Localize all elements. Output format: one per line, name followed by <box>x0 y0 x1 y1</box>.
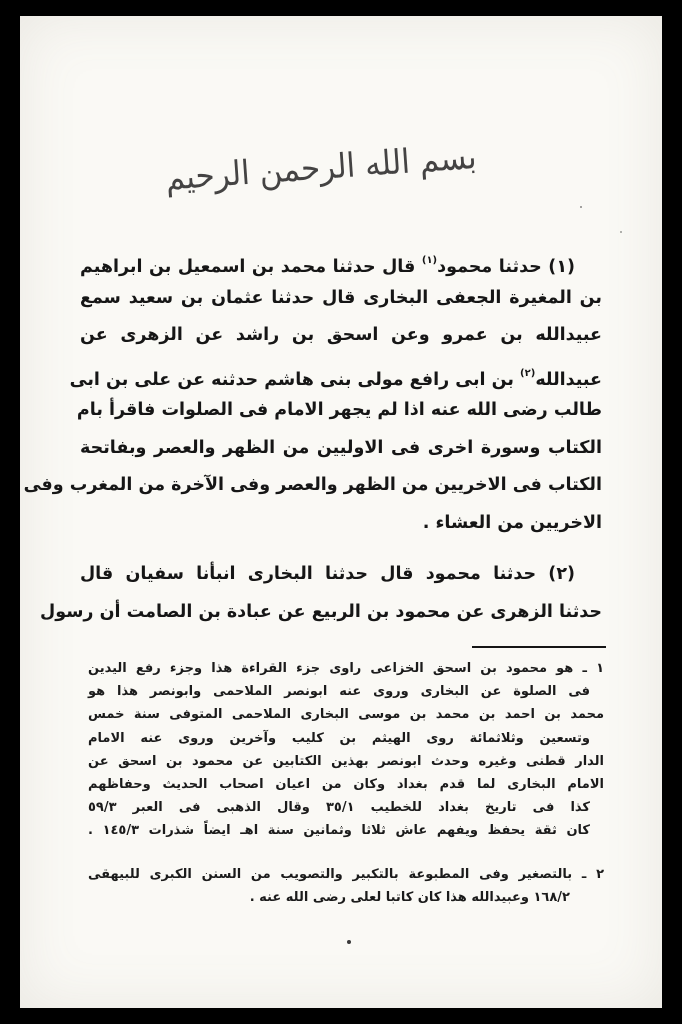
text-line: بن المغيرة الجعفى البخارى قال حدثنا عثمان بن سعيد سمع <box>80 287 602 308</box>
text-line: طالب رضى الله عنه اذا لم يجهر الامام فى الصلوات فاقرأ بام <box>76 400 602 420</box>
footnote-2 <box>88 863 604 909</box>
text-line: عبيدالله بن عمرو وعن اسحق بن راشد عن الزهرى عن <box>80 325 602 345</box>
text-line <box>69 355 602 393</box>
text-line: حدثنا الزهرى عن محمود بن الربيع عن عبادة بن الصامت أن رسول <box>40 601 602 622</box>
line-text: عبيدالله <box>535 369 602 390</box>
scan-speck <box>580 206 582 208</box>
footnotes-block <box>88 657 604 909</box>
scan-speck <box>620 231 622 233</box>
footnote-line: ٢ ـ بالتصغير وفى المطبوعة بالتكبير والتصويب من السنن الكبرى للبيهقى <box>88 866 604 882</box>
footnote-line: كذا فى تاريخ بغداد للخطيب ٣٥/١ وقال الذهبى فى العبر ٥٩/٣ <box>88 800 590 816</box>
hadith-paragraph-2 <box>40 556 602 631</box>
scan-speck <box>347 940 351 944</box>
footnote-1 <box>88 657 604 843</box>
footnote-ref-1: (١) <box>421 255 438 266</box>
footnote-separator <box>472 646 606 648</box>
hadith-paragraph-1 <box>23 242 602 542</box>
main-text-block <box>23 242 602 631</box>
basmala-calligraphy: بسم الله الرحمن الرحيم <box>164 137 478 199</box>
text-line: (٢) حدثنا محمود قال حدثنا البخارى انبأنا سفيان قال <box>80 564 575 584</box>
text-line: الاخريين من العشاء . <box>422 512 602 533</box>
line-text: بن ابى رافع مولى بنى هاشم حدثنه عن على بن ابى <box>69 369 521 390</box>
text-line: الكتاب فى الاخريين من الظهر والعصر وفى الآخرة من المغرب وفى <box>23 475 602 495</box>
footnote-line: كان ثقة يحفظ ويفهم عاش ثلاثا وثمانين سنة اهـ ايضاً شذرات ١٤٥/٣ . <box>88 823 590 839</box>
footnote-line: ١٦٨/٢ وعبيدالله هذا كان كاتبا لعلى رضى الله عنه . <box>249 889 570 905</box>
book-page <box>20 16 662 1008</box>
footnote-line: الدار قطنى وغيره وحدث ابونصر بهذين الكتابين عن محمود بن اسحق عن <box>88 753 604 769</box>
footnote-line: ١ ـ هو محمود بن اسحق الخزاعى راوى جزء القراءة هذا وجزء رفع اليدين <box>88 661 604 676</box>
text-line: الكتاب وسورة اخرى فى الاوليين من الظهر والعصر وبفاتحة <box>80 437 602 458</box>
line-text: (١) حدثنا محمود <box>437 257 575 277</box>
footnote-line: محمد بن احمد بن محمد بن موسى البخارى الملاحمى المتوفى سنة خمس <box>88 707 604 723</box>
line-text: قال حدثنا محمد بن اسمعيل بن ابراهيم <box>80 257 422 277</box>
footnote-ref-2: (٢) <box>520 367 536 379</box>
footnote-line: الامام البخارى لما قدم بغداد وكان من اعيان اصحاب الحديث وحفاظهم <box>88 776 604 792</box>
footnote-line: فى الصلوة عن البخارى وروى عنه ابونصر الملاحمى وابونصر هذا هو <box>88 684 590 700</box>
text-line <box>80 242 602 280</box>
footnote-line: وتسعين وثلاثمائة روى الهيثم بن كليب وآخرين وروى عنه الامام <box>88 730 590 746</box>
